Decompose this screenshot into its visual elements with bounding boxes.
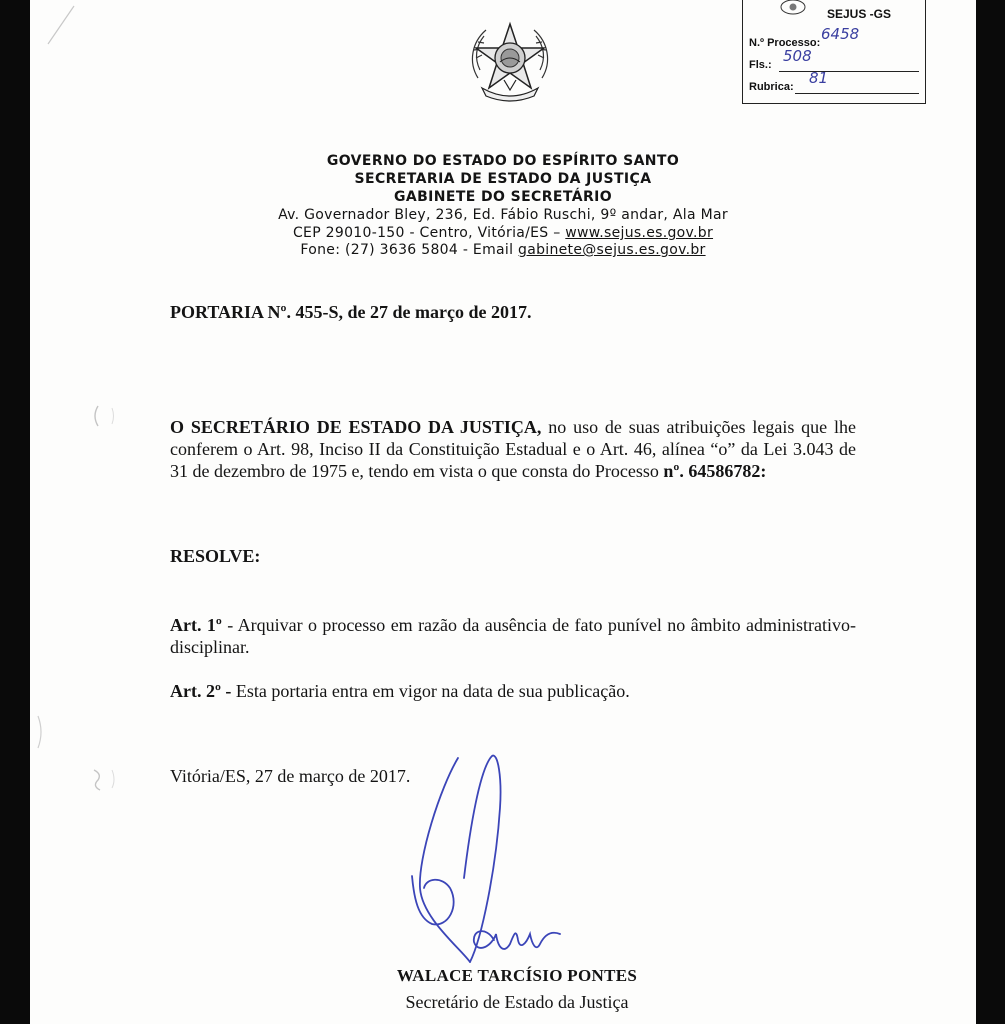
margin-mark (30, 712, 50, 752)
article-1-text: - Arquivar o processo em razão da ausência de fato punível no âmbito administrativo-disciplinar. (170, 615, 856, 657)
stamp-process-label: N.º Processo: (749, 37, 821, 49)
intro-bold-start: O SECRETÁRIO DE ESTADO DA JUSTIÇA, (170, 417, 542, 437)
stamp-rubrica-line (795, 93, 919, 94)
protocol-stamp (742, 0, 926, 104)
article-1-label: Art. 1º (170, 615, 222, 635)
intro-text: no uso de suas atribuições legais que lhe conferem o Art. 98, Inciso II da Constituição Estadual e o Art. 46, alínea “o” da Lei 3.043 de 31 de dezembro de 1975 e, tendo em vista o que consta do Processo (170, 417, 856, 481)
stamp-rubrica-label: Rubrica: (749, 81, 794, 93)
place-date: Vitória/ES, 27 de março de 2017. (170, 766, 411, 786)
header-website-link[interactable]: www.sejus.es.gov.br (565, 225, 714, 241)
signer-name: WALACE TARCÍSIO PONTES (396, 966, 638, 985)
header-email-link[interactable]: gabinete@sejus.es.gov.br (518, 242, 706, 258)
intro-process-number: nº. 64586782: (663, 461, 767, 481)
signature-scribble (400, 748, 580, 978)
header-address: Av. Governador Bley, 236, Ed. Fábio Ruschi, 9º andar, Ala Mar (278, 207, 728, 223)
punch-mark-lower (86, 764, 120, 794)
article-1 (170, 614, 856, 658)
stamp-emblem-icon (779, 0, 807, 15)
resolve-heading: RESOLVE: (170, 546, 261, 566)
article-2-label: Art. 2º - (170, 681, 232, 701)
stamp-org: SEJUS -GS (827, 7, 892, 21)
header-government: GOVERNO DO ESTADO DO ESPÍRITO SANTO (326, 153, 680, 169)
scan-mark (44, 4, 84, 48)
portaria-title: PORTARIA Nº. 455-S, de 27 de março de 2017. (170, 302, 532, 322)
header-cep-line (30, 225, 976, 241)
article-2 (170, 680, 856, 702)
document-page (30, 0, 976, 1024)
header-cabinet: GABINETE DO SECRETÁRIO (393, 189, 613, 205)
stamp-rubrica-value: 81 (809, 69, 829, 87)
header-contact-line (30, 242, 976, 258)
coat-of-arms-emblem (464, 18, 556, 108)
punch-mark (88, 402, 122, 430)
stamp-fls-line (779, 71, 919, 72)
header-phone: Fone: (27) 3636 5804 - Email (300, 242, 519, 258)
intro-paragraph (170, 416, 856, 482)
signer-title: Secretário de Estado da Justiça (405, 992, 629, 1012)
header-secretariat: SECRETARIA DE ESTADO DA JUSTIÇA (354, 171, 652, 187)
stamp-fls-label: Fls.: (749, 59, 772, 71)
stamp-fls-value: 508 (783, 47, 812, 65)
stamp-process-value: 6458 (821, 25, 860, 43)
header-cep: CEP 29010-150 - Centro, Vitória/ES – (292, 225, 566, 241)
article-2-text: Esta portaria entra em vigor na data de sua publicação. (231, 681, 630, 701)
